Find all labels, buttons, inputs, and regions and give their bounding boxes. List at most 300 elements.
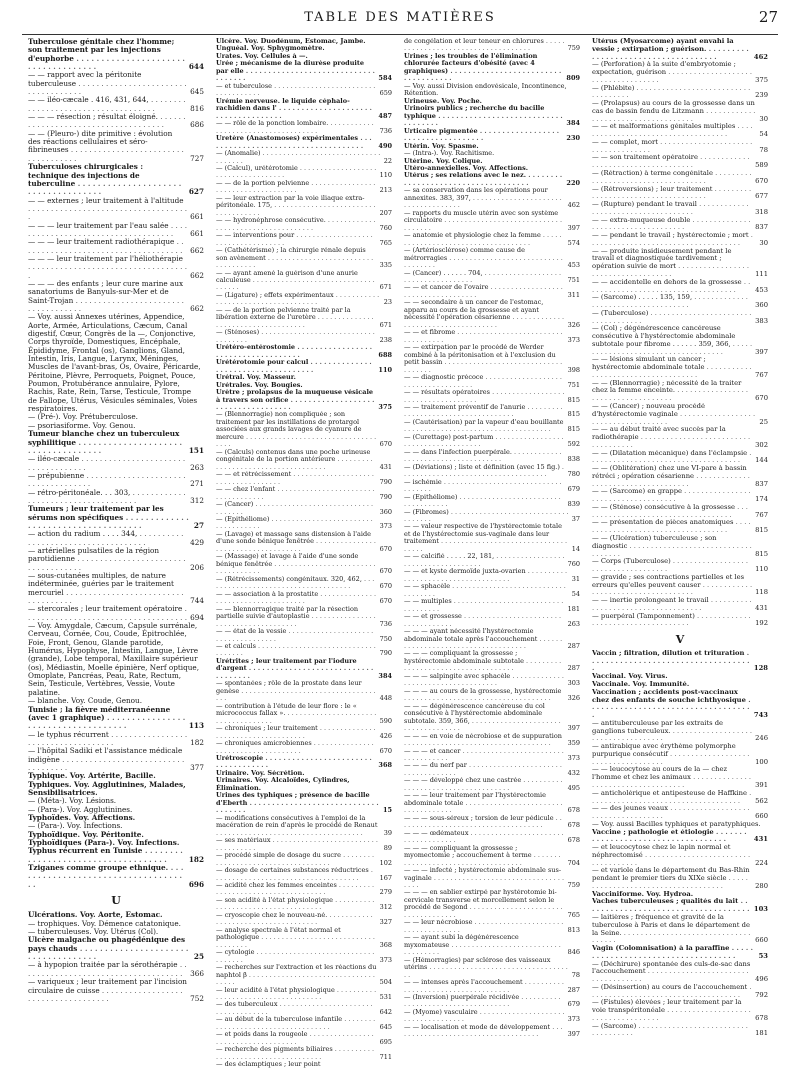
entry-page: 312 xyxy=(379,903,392,912)
index-entry xyxy=(216,471,392,486)
index-entry xyxy=(28,163,204,196)
index-entry xyxy=(216,658,392,680)
entry-page: 53 xyxy=(758,951,768,960)
index-entry xyxy=(592,613,768,629)
entry-page: 100 xyxy=(755,757,768,766)
entry-text: — variqueux ; leur traitement par l'incision circulaire de cuisse . . . xyxy=(28,978,187,1003)
index-entry xyxy=(592,201,768,217)
entry-page: 207 xyxy=(379,208,392,217)
entry-page: 846 xyxy=(567,948,580,957)
index-entry xyxy=(28,238,204,255)
entry-text: — (Cancer) . . . . . . 704, . . . xyxy=(404,270,565,285)
index-entry xyxy=(404,1024,580,1039)
entry-page: 644 xyxy=(188,62,204,72)
entry-page: 671 xyxy=(379,320,392,329)
index-entry xyxy=(28,936,204,961)
entry-page: 780 xyxy=(567,470,580,479)
entry-text: — blanche. Voy. Coude, Genou. xyxy=(28,697,143,706)
index-entry xyxy=(216,964,392,986)
entry-page: 752 xyxy=(190,993,204,1003)
entry-text: — laitières ; fréquence et gravité de la tuberculose à Paris et dans le département de la Seine. . . . xyxy=(592,914,752,945)
entry-text: Urétéro-entérostomie . . . xyxy=(216,344,375,359)
entry-text: — — extra-muqueuse double . . . xyxy=(592,217,752,233)
entry-page: 287 xyxy=(567,641,580,650)
index-entry xyxy=(592,650,768,673)
entry-text: — — inertie prolongeant le travail . . . xyxy=(592,597,752,613)
entry-text: — — (Dilatation mécanique) dans l'éclampsie . . . xyxy=(592,450,752,466)
index-entry xyxy=(592,681,768,689)
entry-text: Tuberculose génitale chez l'homme; son traitement par les injections d'euphorbe . . . xyxy=(28,38,186,71)
index-entry xyxy=(404,703,580,733)
index-entry xyxy=(216,270,392,292)
entry-text: Typhiques. Voy. Agglutinines, Malades, Sensibilisatrices. xyxy=(28,780,186,797)
entry-page: 23 xyxy=(383,298,392,307)
entry-text: — — — salpingite avec sphacèle . . . xyxy=(404,673,565,688)
entry-text: — puerpéral (Tamponnement) . . . xyxy=(592,613,752,629)
entry-page: 368 xyxy=(378,761,392,770)
entry-page: 809 xyxy=(566,74,580,83)
index-entry xyxy=(592,535,768,558)
entry-page: 496 xyxy=(755,975,768,984)
index-entry xyxy=(592,450,768,466)
index-entry xyxy=(28,313,204,413)
entry-page: 744 xyxy=(190,596,204,606)
index-entry xyxy=(216,329,392,344)
index-entry xyxy=(404,957,580,979)
entry-page: 167 xyxy=(379,873,392,882)
entry-page: 366 xyxy=(190,968,204,978)
entry-page: 661 xyxy=(190,212,204,222)
entry-page: 696 xyxy=(188,879,204,889)
index-entry xyxy=(28,822,204,830)
entry-text: — (Rétrécissements) congénitaux. 320, 462, . . . xyxy=(216,576,377,591)
entry-text: Ulcérations. Voy. Aorte, Estomac. xyxy=(28,911,163,920)
entry-page: 660 xyxy=(755,936,768,945)
index-entry xyxy=(404,187,580,209)
entry-text: — cryoscopie chez le nouveau-né. . . . xyxy=(216,912,377,927)
entry-text: — — (Oblitération) chez une VI-pare à bassin rétréci ; opération césarienne . . . xyxy=(592,465,752,488)
index-entry xyxy=(404,628,580,650)
index-entry xyxy=(404,845,580,867)
entry-page: 792 xyxy=(755,990,768,999)
entry-text: — et calculs . . . xyxy=(216,643,377,658)
entry-text: — et leucocytose chez le lapin normal et néphrectomisé . . . xyxy=(592,844,752,867)
index-entry xyxy=(216,1016,392,1031)
entry-text: Vaches tuberculeuses ; qualités du lait . . . xyxy=(592,898,751,914)
index-entry xyxy=(404,143,580,150)
index-entry xyxy=(592,294,768,310)
entry-text: Tumeur blanche chez un tuberculeux syphilitique . . . xyxy=(28,430,186,455)
entry-page: 359 xyxy=(567,739,580,748)
entry-text: — artérielles pulsatiles de la région parotidienne . . . xyxy=(28,547,187,572)
entry-page: 760 xyxy=(379,223,392,232)
index-entry xyxy=(216,98,392,120)
index-entry xyxy=(28,797,204,805)
index-entry xyxy=(404,270,580,285)
entry-page: 736 xyxy=(379,126,392,135)
index-entry xyxy=(28,505,204,530)
entry-page: 373 xyxy=(567,335,580,344)
index-entry xyxy=(216,382,392,389)
entry-page: 39 xyxy=(383,828,392,837)
entry-text: — analyse spectrale à l'état normal et pathologique . . . xyxy=(216,927,377,949)
entry-page: 182 xyxy=(188,854,204,864)
index-entry xyxy=(28,38,204,71)
entry-text: — (Para-). Voy. Agglutinines. xyxy=(28,805,133,814)
entry-text: — — des jeunes veaux . . . xyxy=(592,805,752,821)
page-header xyxy=(22,8,778,30)
index-entry xyxy=(404,158,580,165)
entry-text: — sa conservation dans les opérations pour annexites. 383, 397, . . . xyxy=(404,187,565,209)
entry-page: 837 xyxy=(755,223,768,232)
entry-text: — — accidentelle en dehors de la grossesse . . . xyxy=(592,279,752,295)
entry-text: — (Lavage) et massage sans distension à l'aide d'une sonde bénique fenêtrée . . . xyxy=(216,531,377,553)
index-entry xyxy=(404,673,580,688)
section-letter: V xyxy=(675,633,685,647)
index-entry xyxy=(404,777,580,792)
index-entry xyxy=(592,574,768,597)
index-entry xyxy=(404,329,580,344)
entry-text: — (Col) ; dégénérescence cancéreuse consécutive à l'hystérectomie abdominale subtotale pour fibrome . . . . . . 359, 366, . . . xyxy=(592,325,752,356)
entry-page: 280 xyxy=(755,881,768,890)
index-entry xyxy=(404,150,580,157)
index-entry xyxy=(28,731,204,748)
entry-text: — — — en sablier extirpé par hystérotomie bi-cervicale transverse et morcellement selon le procédé de Segond . . . xyxy=(404,889,565,919)
index-entry xyxy=(592,999,768,1022)
index-entry xyxy=(216,628,392,643)
index-entry xyxy=(216,740,392,755)
entry-text: — — interventions pour . . . xyxy=(216,232,377,247)
entry-text: — antirabique avec érythème polymorphe purpurique consécutif . . . xyxy=(592,743,752,766)
entry-page: 670 xyxy=(379,746,392,755)
entry-text: — — leucocytose au cours de la — chez l'homme et chez les animaux . . . xyxy=(592,766,752,789)
index-entry xyxy=(404,247,580,269)
entry-page: 287 xyxy=(567,985,580,994)
index-entry xyxy=(28,747,204,772)
entry-text: — — iléo-cæcale . 416, 431, 644, . . . xyxy=(28,96,187,113)
entry-text: — Voy. aussi Annexes utérines, Appendice, Aorte, Armée, Articulations, Cæcum, Canal digestif, Cœur, Congrès de la —, Conjonctive, Corps thyroïde, Domestiques, Encéphale, Épididyme, Frontal (os), Ganglions, Gland, Intestin, Iris, Langue, Larynx, Méninges, Muscles de l'avant-bras, Os, Ovaire, Péricarde, Péritoine, Plèvre, Perroquets, Poignet, Pouce, Poumon, Protubérance annulaire, Pylore, Rachis, Rate, Rein, Tarse, Testicule, Trompe de Fallope, Utérus, Vésicules séminales, Voies respiratoires. xyxy=(28,313,201,414)
entry-text: Urticaire pigmentée . . . xyxy=(404,128,563,143)
entry-page: 384 xyxy=(566,119,580,128)
entry-page: 462 xyxy=(567,201,580,210)
entry-text: — (Fistules) élevées ; leur traitement par la voie transpéritonéale . . . xyxy=(592,999,752,1022)
index-entry xyxy=(216,359,392,374)
index-entry xyxy=(28,71,204,96)
index-entry xyxy=(592,248,768,279)
entry-text: — — ayant subi la dégénérescence myxomateuse . . . xyxy=(404,934,565,956)
entry-text: — (Cautérisation) par la vapeur d'eau bouillante . . . xyxy=(404,419,565,434)
index-entry xyxy=(592,766,768,789)
index-entry xyxy=(404,688,580,703)
entry-page: 15 xyxy=(382,806,392,815)
index-entry xyxy=(404,374,580,389)
index-entry xyxy=(592,170,768,186)
entry-page: 111 xyxy=(755,269,768,278)
index-entry xyxy=(216,606,392,628)
entry-text: — Voy. aussi Bacilles typhiques et paratyphiques. xyxy=(592,820,761,828)
entry-text: — — au début traité avec succès par la radiothérapie . . . xyxy=(592,426,752,449)
entry-page: 246 xyxy=(755,734,768,743)
index-entry xyxy=(28,489,204,506)
entry-text: — — — leur traitement par l'eau salée . . . xyxy=(28,222,187,239)
entry-text: — son acidité à l'état physiologique . . . xyxy=(216,897,377,912)
entry-text: — — multiples . . . xyxy=(404,598,565,613)
entry-page: 238 xyxy=(379,335,392,344)
entry-text: — au début de la tuberculose infantile . . . xyxy=(216,1016,377,1031)
entry-text: — (Cancer) . . . xyxy=(216,501,377,516)
entry-page: 704 xyxy=(567,858,580,867)
entry-page: 373 xyxy=(379,955,392,964)
entry-text: — (Intra-). Voy. Rachitisme. xyxy=(404,150,495,158)
index-column-4 xyxy=(592,38,768,1038)
index-entry xyxy=(592,689,768,720)
entry-text: Tumeurs ; leur traitement par les sérums non spécifiques . . . xyxy=(28,505,191,530)
index-entry xyxy=(28,472,204,489)
index-entry xyxy=(216,45,392,52)
index-entry xyxy=(404,598,580,613)
entry-text: Vaccinal. Voy. Virus. xyxy=(592,673,668,681)
index-entry xyxy=(404,553,580,568)
entry-page: 790 xyxy=(379,477,392,486)
index-entry xyxy=(592,720,768,743)
entry-text: — — état de la vessie . . . xyxy=(216,628,377,643)
index-entry xyxy=(592,790,768,806)
entry-page: 662 xyxy=(190,270,204,280)
index-entry xyxy=(28,197,204,222)
entry-text: — — leur extraction par la voie iliaque extra-péritonéale. 175, . . . xyxy=(216,195,377,217)
index-entry xyxy=(592,139,768,155)
entry-page: 144 xyxy=(755,456,768,465)
index-entry xyxy=(404,583,580,598)
entry-text: — et poids dans la rougeole . . . xyxy=(216,1031,377,1046)
entry-text: — (Sarcome) . . . xyxy=(592,1023,752,1039)
entry-text: Urines des typhiques ; présence de bacille d'Eberth . . . xyxy=(216,792,380,814)
index-entry xyxy=(216,516,392,531)
index-entry xyxy=(404,568,580,583)
entry-page: 429 xyxy=(190,537,204,547)
index-column-1 xyxy=(28,38,204,1003)
entry-text: — — complet, mort . . . xyxy=(592,139,756,155)
page-title: TABLE DES MATIÈRES xyxy=(304,10,496,25)
index-entry xyxy=(216,53,392,60)
entry-text: Vaccinale. Voy. Immunité. xyxy=(592,681,690,689)
entry-text: — — et cancer de l'ovaire . . . xyxy=(404,284,565,299)
index-entry xyxy=(216,1031,392,1046)
entry-text: — — résultats opératoires . . . xyxy=(404,389,565,404)
entry-text: — — externes ; leur traitement à l'altitude . . . xyxy=(28,197,187,222)
entry-text: — tuberculeuses. Voy. Utérus (Col). xyxy=(28,928,159,937)
index-entry xyxy=(216,553,392,575)
index-entry xyxy=(28,839,204,847)
index-entry xyxy=(404,98,580,105)
entry-text: Vaccination ; accidents post-vaccinaux chez des enfants de souche ichthyosique . . . xyxy=(592,689,751,720)
index-entry xyxy=(404,815,580,830)
index-entry xyxy=(216,725,392,740)
entry-page: 327 xyxy=(379,918,392,927)
entry-text: — — de la portion pelvienne . . . xyxy=(216,180,377,195)
index-entry xyxy=(28,547,204,572)
entry-text: — prépubienne . . . xyxy=(28,472,187,489)
entry-page: 453 xyxy=(755,285,768,294)
index-entry xyxy=(216,307,392,329)
index-entry xyxy=(404,38,580,53)
entry-text: — le typhus récurrent . . . xyxy=(28,731,187,748)
entry-text: — — diagnostic précoce . . . xyxy=(404,374,565,389)
index-entry xyxy=(404,128,580,143)
entry-text: — sous-cutanées multiples, de nature indéterminée, guéries par le traitement mercuriel . . . xyxy=(28,572,187,605)
index-entry xyxy=(592,821,768,829)
entry-text: — (Épithéliome) . . . xyxy=(404,494,565,509)
entry-page: 660 xyxy=(755,812,768,821)
entry-page: 584 xyxy=(378,74,392,83)
index-entry xyxy=(592,85,768,101)
entry-text: — (Tuberculose) . . . xyxy=(592,310,752,326)
entry-text: — des éclamptiques ; leur point xyxy=(216,1061,321,1069)
entry-page: 192 xyxy=(755,619,768,628)
entry-page: 759 xyxy=(567,880,580,889)
index-entry xyxy=(404,83,580,98)
entry-page: 589 xyxy=(755,161,768,170)
index-entry xyxy=(28,255,204,280)
index-entry xyxy=(404,792,580,814)
entry-page: 224 xyxy=(755,858,768,867)
index-entry xyxy=(404,464,580,479)
index-entry xyxy=(592,325,768,356)
entry-page: 426 xyxy=(379,731,392,740)
index-entry xyxy=(28,806,204,814)
index-entry xyxy=(592,232,768,248)
entry-page: 815 xyxy=(755,549,768,558)
index-entry xyxy=(216,180,392,195)
entry-page: 335 xyxy=(379,261,392,270)
entry-page: 531 xyxy=(379,993,392,1001)
entry-page: 373 xyxy=(379,522,392,531)
entry-page: 25 xyxy=(759,417,768,426)
index-entry xyxy=(592,867,768,890)
index-entry xyxy=(404,830,580,845)
entry-text: — modifications consécutives à l'emploi de la macération de rein d'après le procédé de Renaut . . . xyxy=(216,815,381,837)
entry-text: — (Fibromes) . . . xyxy=(404,509,569,524)
index-entry xyxy=(216,837,392,852)
index-entry xyxy=(28,978,204,1003)
index-entry xyxy=(216,247,392,269)
index-entry xyxy=(28,920,204,928)
index-entry xyxy=(592,310,768,326)
index-entry xyxy=(216,897,392,912)
entry-page: 431 xyxy=(379,462,392,471)
index-entry xyxy=(216,680,392,702)
entry-page: 815 xyxy=(567,425,580,434)
index-entry xyxy=(28,572,204,605)
index-entry xyxy=(28,113,204,130)
entry-page: 181 xyxy=(567,604,580,613)
entry-page: 391 xyxy=(755,780,768,789)
index-entry xyxy=(404,748,580,763)
index-entry xyxy=(592,38,768,61)
entry-page: 642 xyxy=(379,1007,392,1016)
entry-text: — — et fibrome . . . xyxy=(404,329,565,344)
entry-text: — — (Pleuro-) dite primitive : évolution des réactions cellulaires et séro-fibrineuses . . . xyxy=(28,130,187,163)
entry-page: 360 xyxy=(379,507,392,516)
index-entry xyxy=(28,622,204,697)
entry-text: — — — compliquant la grossesse ; myomectomie ; accouchement à terme . . . xyxy=(404,845,565,867)
entry-text: Urétroscopie . . . xyxy=(216,755,375,770)
entry-text: — acidité chez les femmes enceintes . . . xyxy=(216,882,377,897)
entry-page: 592 xyxy=(567,440,580,449)
entry-text: Urineuse. Voy. Poche. xyxy=(404,97,482,105)
index-entry xyxy=(216,486,392,501)
entry-text: — — — au cours de la grossesse, hystérectomie . . . xyxy=(404,688,565,703)
entry-text: — à hypopion traitée par la sérothérapie . . . xyxy=(28,961,187,978)
entry-page: 181 xyxy=(755,1029,768,1038)
index-entry xyxy=(28,847,204,864)
index-entry xyxy=(404,479,580,494)
entry-text: — — — compliquant la grossesse ; hystérectomie abdominale subtotale . . . xyxy=(404,650,565,672)
index-entry xyxy=(216,195,392,217)
entry-text: Utérin. Voy. Spasme. xyxy=(404,142,479,150)
entry-page: 751 xyxy=(567,380,580,389)
entry-page: 279 xyxy=(379,888,392,897)
entry-page: 326 xyxy=(567,320,580,329)
index-entry xyxy=(592,61,768,84)
entry-page: 37 xyxy=(571,515,580,523)
entry-text: — — — et cancer . . . xyxy=(404,748,565,763)
index-entry xyxy=(216,1061,392,1068)
entry-text: — — et rétrécissement . . . xyxy=(216,471,377,486)
index-entry xyxy=(404,172,580,187)
index-entry xyxy=(404,934,580,956)
index-entry xyxy=(28,706,204,731)
entry-page: 678 xyxy=(567,806,580,815)
entry-text: — Voy. aussi Division endovésicale, Incontinence, Rétention. xyxy=(404,82,567,98)
index-entry xyxy=(592,488,768,504)
index-entry xyxy=(216,120,392,135)
entry-text: — (Rétraction) à terme congénitale . . . xyxy=(592,170,752,186)
entry-text: — (Calcul), urétérotomie . . . xyxy=(216,165,377,180)
entry-text: — — intenses après l'accouchement . . . xyxy=(404,979,565,994)
index-entry xyxy=(592,844,768,867)
entry-page: 839 xyxy=(567,500,580,509)
entry-page: 360 xyxy=(755,301,768,310)
entry-page: 375 xyxy=(755,75,768,84)
entry-page: 694 xyxy=(190,612,204,622)
entry-page: 727 xyxy=(190,153,204,163)
entry-page: 813 xyxy=(567,925,580,934)
entry-text: — (Pré-). Voy. Prétuberculose. xyxy=(28,413,138,422)
index-entry xyxy=(216,949,392,964)
entry-text: Urétrales. Voy. Bougies. xyxy=(216,381,303,389)
entry-text: de congélation et leur teneur en chlorures . . . xyxy=(404,38,565,53)
entry-page: 128 xyxy=(753,664,768,673)
entry-page: 670 xyxy=(755,176,768,185)
index-entry xyxy=(592,984,768,1000)
index-entry xyxy=(592,154,768,170)
entry-page: 302 xyxy=(755,440,768,449)
page-number: 27 xyxy=(758,8,778,26)
entry-text: — — — dégénérescence cancéreuse du col consécutive à l'hystérectomie abdominale subtotale. 359, 366, . . . xyxy=(404,703,565,733)
entry-text: — — valeur respective de l'hystérectomie totale et de l'hystérectomie sus-vaginale dans leur traitement . . . xyxy=(404,523,569,553)
index-entry xyxy=(216,912,392,927)
index-entry xyxy=(28,130,204,163)
entry-page: 562 xyxy=(755,796,768,805)
entry-page: 368 xyxy=(379,940,392,949)
entry-text: — et variole dans le département du Bas-Rhin pendant le premier tiers du XIXe siècle . . . xyxy=(592,867,752,890)
entry-text: — (Sarcome) . . . . . 135, 159, . . . xyxy=(592,294,752,310)
entry-text: — Corps (Tuberculose) . . . xyxy=(592,558,752,574)
entry-page: 678 xyxy=(755,1013,768,1022)
index-entry xyxy=(404,404,580,419)
entry-text: — — (Blennorragie) ; nécessité de la traiter chez la femme enceinte. . . . xyxy=(592,380,752,403)
